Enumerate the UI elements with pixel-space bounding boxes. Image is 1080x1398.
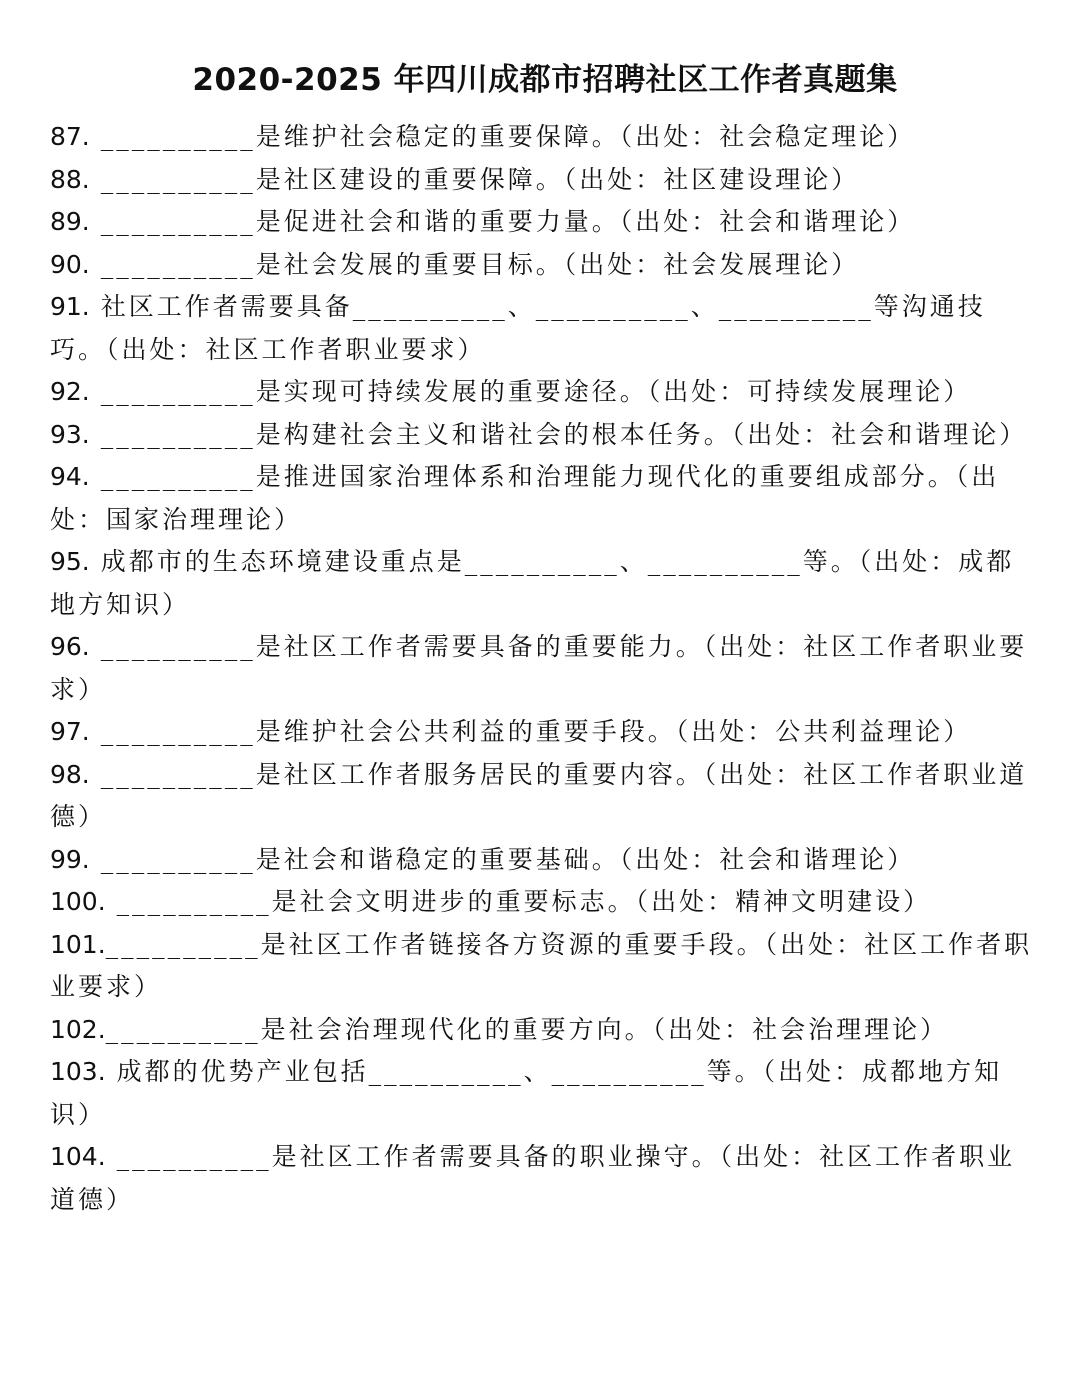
question-text: __________是社会发展的重要目标。（出处：社会发展理论） bbox=[89, 249, 860, 279]
question-text: __________是促进社会和谐的重要力量。（出处：社会和谐理论） bbox=[89, 207, 916, 236]
question-number: 95. bbox=[50, 547, 90, 576]
question-item bbox=[50, 1136, 1040, 1221]
question-number: 101. bbox=[50, 929, 106, 959]
question-text: __________是推进国家治理体系和治理能力现代化的重要组成部分。（出处：国家治理理论） bbox=[50, 462, 1000, 534]
question-text: 社区工作者需要具备__________、__________、__________等沟通技巧。（出处：社区工作者职业要求） bbox=[50, 292, 986, 364]
question-text: __________是社区工作者需要具备的重要能力。（出处：社区工作者职业要求） bbox=[50, 632, 1028, 704]
question-item bbox=[50, 201, 1040, 244]
question-item bbox=[50, 839, 1040, 882]
question-text: __________是社区工作者链接各方资源的重要手段。（出处：社区工作者职业要求） bbox=[50, 929, 1033, 1001]
question-number: 88. bbox=[50, 164, 90, 194]
question-item bbox=[50, 286, 1040, 371]
question-text: 成都的优势产业包括__________、__________等。（出处：成都地方知识） bbox=[50, 1057, 1003, 1129]
question-number: 100. bbox=[50, 887, 106, 916]
question-number: 97. bbox=[50, 717, 90, 746]
question-number: 93. bbox=[50, 419, 90, 449]
question-text: __________是维护社会公共利益的重要手段。（出处：公共利益理论） bbox=[89, 717, 972, 746]
question-text: __________是社区工作者服务居民的重要内容。（出处：社区工作者职业道德） bbox=[50, 759, 1028, 831]
question-number: 96. bbox=[50, 632, 90, 661]
question-item bbox=[50, 626, 1040, 711]
question-item bbox=[50, 414, 1040, 457]
question-item bbox=[50, 924, 1040, 1009]
question-text: __________是社会文明进步的重要标志。（出处：精神文明建设） bbox=[105, 887, 932, 916]
question-text: __________是构建社会主义和谐社会的根本任务。（出处：社会和谐理论） bbox=[89, 419, 1028, 449]
question-number: 99. bbox=[50, 844, 90, 874]
question-number: 94. bbox=[50, 462, 90, 491]
question-item bbox=[50, 159, 1040, 202]
question-number: 90. bbox=[50, 249, 90, 279]
question-text: __________是社区工作者需要具备的职业操守。（出处：社区工作者职业道德） bbox=[50, 1142, 1016, 1214]
question-number: 91. bbox=[50, 292, 90, 321]
question-text: __________是社区建设的重要保障。（出处：社区建设理论） bbox=[89, 164, 860, 194]
question-number: 87. bbox=[50, 122, 90, 151]
question-number: 103. bbox=[50, 1057, 106, 1086]
question-text: __________是社会和谐稳定的重要基础。（出处：社会和谐理论） bbox=[89, 844, 916, 874]
question-item bbox=[50, 244, 1040, 287]
question-number: 92. bbox=[50, 377, 90, 406]
question-item bbox=[50, 541, 1040, 626]
question-item bbox=[50, 881, 1040, 924]
question-number: 102. bbox=[50, 1014, 106, 1044]
question-text: __________是实现可持续发展的重要途径。（出处：可持续发展理论） bbox=[89, 377, 972, 406]
question-item bbox=[50, 754, 1040, 839]
question-item bbox=[50, 1009, 1040, 1052]
question-number: 89. bbox=[50, 207, 90, 236]
question-item bbox=[50, 1051, 1040, 1136]
question-number: 98. bbox=[50, 759, 90, 789]
question-item bbox=[50, 116, 1040, 159]
page-title: 2020-2025 年四川成都市招聘社区工作者真题集 bbox=[192, 62, 898, 98]
question-item bbox=[50, 456, 1040, 541]
question-list bbox=[50, 116, 1040, 1221]
question-text: __________是维护社会稳定的重要保障。（出处：社会稳定理论） bbox=[89, 122, 916, 151]
question-number: 104. bbox=[50, 1142, 106, 1171]
question-text: __________是社会治理现代化的重要方向。（出处：社会治理理论） bbox=[105, 1014, 949, 1044]
question-item bbox=[50, 711, 1040, 754]
question-item bbox=[50, 371, 1040, 414]
question-text: 成都市的生态环境建设重点是__________、__________等。（出处：成都地方知识） bbox=[50, 547, 1015, 619]
